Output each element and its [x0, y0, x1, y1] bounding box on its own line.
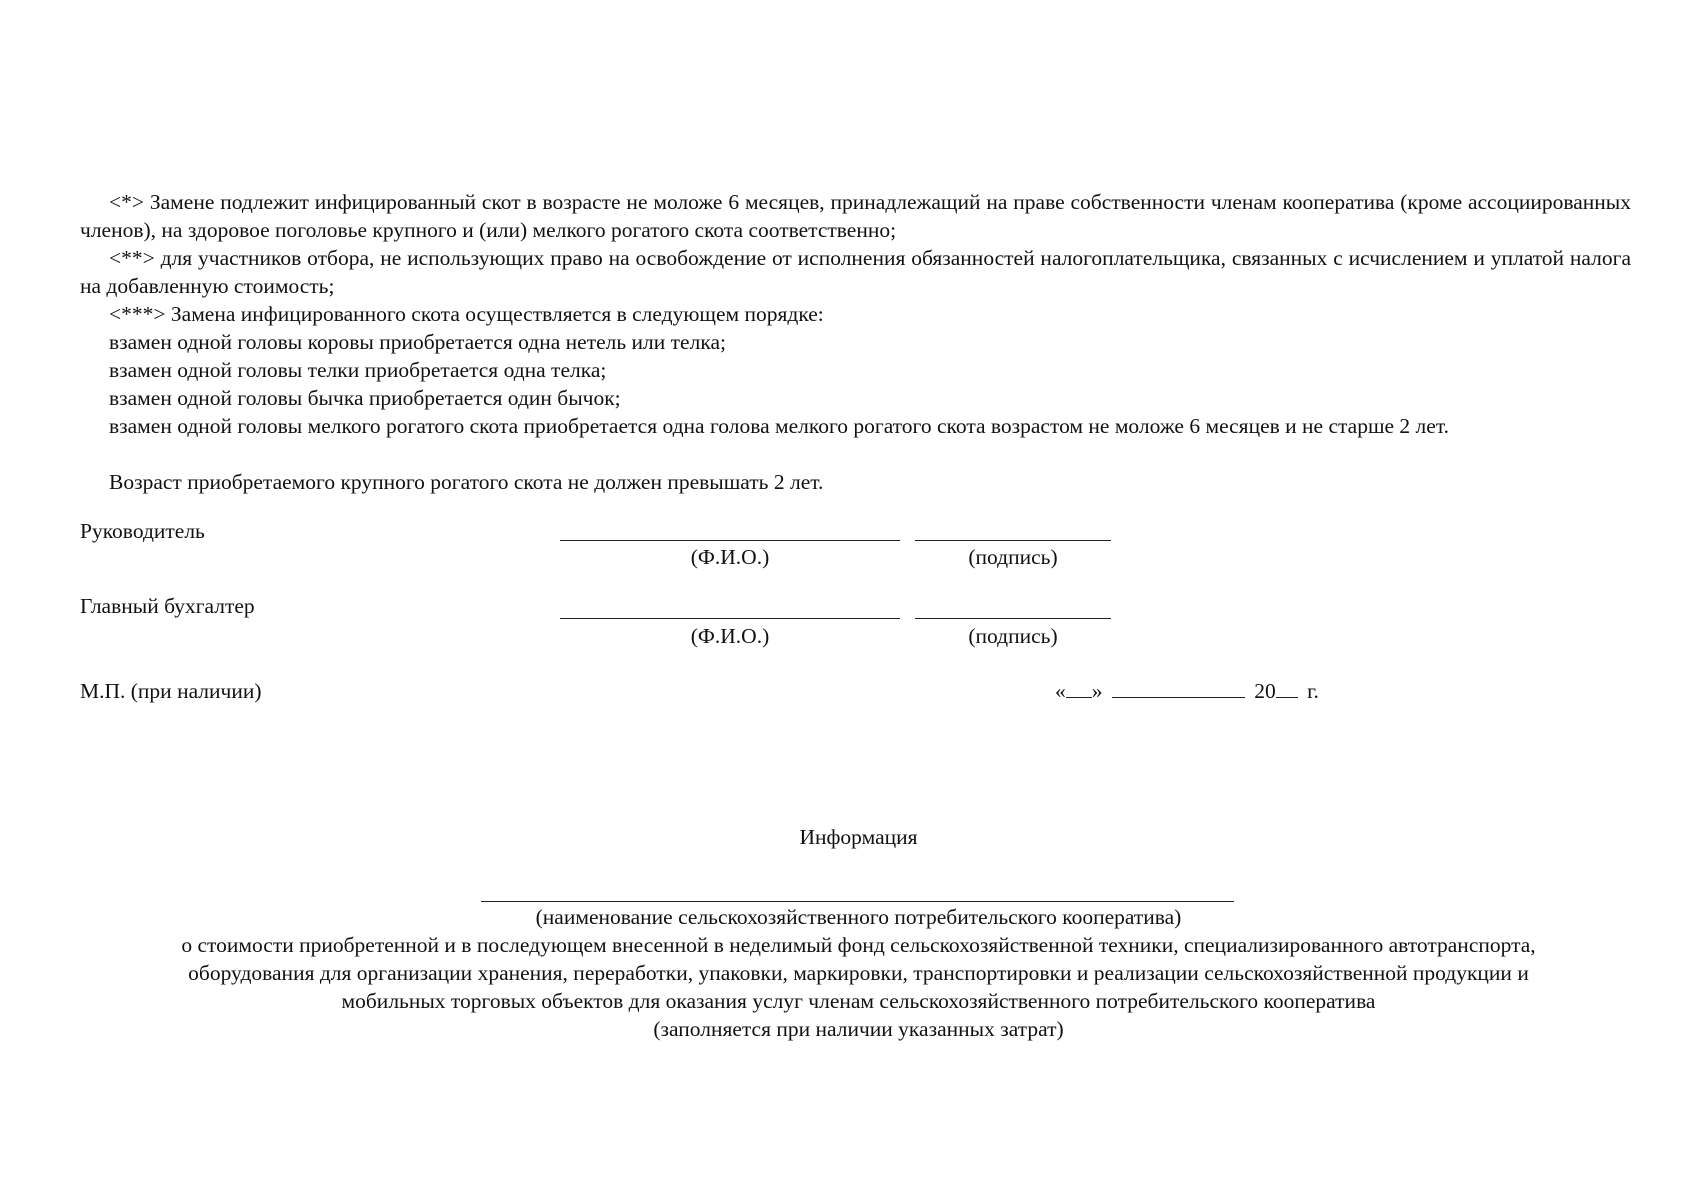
chief-accountant-fio-line[interactable] [560, 618, 900, 619]
head-signature-caption: (подпись) [968, 545, 1058, 569]
date-year-prefix: 20 [1254, 679, 1276, 703]
coop-name-line[interactable] [481, 901, 1234, 902]
head-fio-caption: (Ф.И.О.) [690, 545, 770, 569]
footnote-double-asterisk: <**> для участников отбора, не использующих право на освобождение от исполнения обязанностей налогоплательщика, связанных с исчислением и уплатой налога на добавленную стоимость; [80, 246, 1631, 298]
cattle-age-limit-note: Возраст приобретаемого крупного рогатого скота не должен превышать 2 лет. [109, 470, 824, 494]
date-day-blank[interactable] [1066, 679, 1092, 698]
date-open-quote: « [1055, 679, 1066, 703]
info-description-line-2: оборудования для организации хранения, переработки, упаковки, маркировки, транспортировки и реализации сельскохозяйственной продукции и [188, 961, 1529, 985]
chief-accountant-signature-line[interactable] [915, 618, 1111, 619]
head-signature-line[interactable] [915, 540, 1111, 541]
chief-accountant-fio-caption: (Ф.И.О.) [690, 624, 770, 648]
date-year-blank[interactable] [1276, 679, 1298, 698]
info-description-line-3: мобильных торговых объектов для оказания услуг членам сельскохозяйственного потребительского кооператива [341, 989, 1376, 1013]
chief-accountant-label: Главный бухгалтер [80, 594, 255, 618]
date-year-suffix: г. [1307, 679, 1319, 703]
chief-accountant-signature-caption: (подпись) [968, 624, 1058, 648]
replacement-rule-small-cattle: взамен одной головы мелкого рогатого скота приобретается одна голова мелкого рогатого скота возрастом не моложе 6 месяцев и не старше 2 лет. [109, 414, 1449, 438]
head-label: Руководитель [80, 519, 205, 543]
coop-name-caption: (наименование сельскохозяйственного потребительского кооператива) [535, 905, 1182, 929]
info-note: (заполняется при наличии указанных затрат) [653, 1017, 1064, 1041]
footnote-single-asterisk: <*> Замене подлежит инфицированный скот в возрасте не моложе 6 месяцев, принадлежащий на праве собственности членам кооператива (кроме ассоциированных членов), на здоровое поголовье крупного и (или) мелкого рогатого скота соответственно; [80, 190, 1631, 242]
date-close-quote: » [1091, 679, 1103, 703]
replacement-rule-bull-calf: взамен одной головы бычка приобретается один бычок; [109, 386, 621, 410]
stamp-label: М.П. (при наличии) [80, 679, 262, 703]
head-fio-line[interactable] [560, 540, 900, 541]
info-title: Информация [799, 825, 918, 849]
replacement-rule-heifer: взамен одной головы телки приобретается одна телка; [109, 358, 607, 382]
date-field[interactable] [1055, 677, 1319, 705]
replacement-rule-cow: взамен одной головы коровы приобретается одна нетель или телка; [109, 330, 726, 354]
info-description-line-1: о стоимости приобретенной и в последующем внесенной в неделимый фонд сельскохозяйственной техники, специализированного автотранспорта, [181, 933, 1536, 957]
footnote-triple-asterisk: <***> Замена инфицированного скота осуществляется в следующем порядке: [109, 302, 824, 326]
date-month-blank[interactable] [1112, 679, 1245, 698]
